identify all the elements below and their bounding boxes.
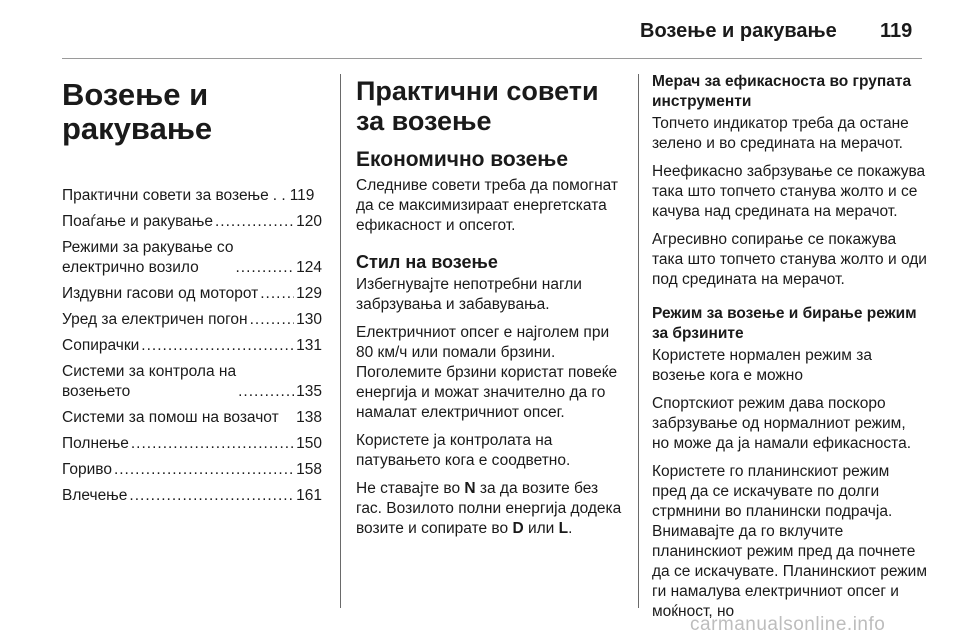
chapter-title: Возење и ракување bbox=[62, 77, 213, 146]
toc-entry-page: 129 bbox=[296, 285, 322, 302]
toc-entry-label: Сопирачки bbox=[62, 337, 140, 354]
toc-leader-dots: . . bbox=[272, 187, 286, 204]
toc-entry[interactable] bbox=[62, 434, 322, 454]
toc-entry-label: Практични совети за возење bbox=[62, 187, 269, 204]
toc-entry-page: 150 bbox=[296, 435, 322, 452]
subsection-heading: Економично возење bbox=[356, 148, 569, 171]
paragraph: Неефикасно забрзување се покажува така што топчето станува жолто и се качува над средината на мерачот. bbox=[652, 163, 926, 220]
paragraph bbox=[356, 479, 626, 539]
toc-entry[interactable] bbox=[62, 460, 322, 480]
toc-entry-label: Полнење bbox=[62, 435, 129, 452]
toc-leader-dots bbox=[215, 212, 294, 232]
paragraph: Агресивно сопирање се покажува така што топчето станува жолто и оди под средината на мерачот. bbox=[652, 231, 927, 288]
toc-leader-dots bbox=[238, 382, 294, 402]
toc-column bbox=[62, 72, 322, 512]
paragraph: Избегнувајте непотребни нагли забрзувања и забавувања. bbox=[356, 276, 582, 313]
paragraph: Спортскиот режим дава поскоро забрзување од нормалниот режим, но може да ја намали ефикасноста. bbox=[652, 395, 911, 452]
toc-leader-dots bbox=[260, 284, 294, 304]
toc-entry[interactable] bbox=[62, 310, 322, 330]
toc-entry[interactable] bbox=[62, 238, 322, 278]
toc-entry[interactable] bbox=[62, 336, 322, 356]
toc-entry-page: 161 bbox=[296, 487, 322, 504]
toc-entry[interactable] bbox=[62, 486, 322, 506]
gear-l-label: L bbox=[558, 520, 569, 537]
text-run: Не ставајте во bbox=[356, 480, 465, 497]
gear-d-label: D bbox=[512, 520, 524, 537]
subsection-heading: Режим за возење и бирање режим за брзините bbox=[652, 305, 917, 342]
toc-entry-page: 138 bbox=[296, 409, 322, 426]
paragraph: Користете го планинскиот режим пред да се искачувате по долги стрмнини во планински подрачја. Внимавајте да го вклучите планинскиот режим пред да почнете да се искачувате. Планинскиот режим ги намалува електричниот опсег и моќност, но bbox=[652, 463, 927, 620]
section-heading: Практични совети за возење bbox=[356, 76, 599, 136]
text-column-2 bbox=[356, 72, 626, 547]
toc-entry-page: 124 bbox=[296, 259, 322, 276]
watermark: carmanualsonline.info bbox=[690, 614, 886, 635]
paragraph: Електричниот опсег е најголем при 80 км/ч или помали брзини. Поголемите брзини користат повеќе енергија и можат значително да го намалат електричниот опсег. bbox=[356, 324, 618, 421]
gear-n-label: N bbox=[464, 480, 476, 497]
toc-leader-dots bbox=[129, 486, 294, 506]
paragraph: Користете нормален режим за возење кога е можно bbox=[652, 347, 872, 384]
text-run: за да возите без гас. Возилото полни енергија додека возите и сопирате во bbox=[356, 480, 622, 537]
toc-entry-page: 158 bbox=[296, 461, 322, 478]
toc-entry-label: Гориво bbox=[62, 461, 112, 478]
toc-entry-page: 130 bbox=[296, 311, 322, 328]
toc-entry-page: 120 bbox=[296, 213, 322, 230]
toc-leader-dots bbox=[131, 434, 294, 454]
toc-entry-label: Издувни гасови од моторот bbox=[62, 285, 259, 302]
toc-entry[interactable] bbox=[62, 212, 322, 232]
paragraph: Топчето индикатор треба да остане зелено и во средината на мерачот. bbox=[652, 115, 909, 152]
table-of-contents bbox=[62, 186, 322, 506]
toc-entry-page: 119 bbox=[289, 187, 315, 204]
column-divider bbox=[638, 74, 639, 608]
subsection-heading: Стил на возење bbox=[356, 252, 498, 272]
toc-entry-label: Системи за помош на возачот bbox=[62, 409, 279, 426]
toc-leader-dots bbox=[114, 460, 294, 480]
toc-entry-label: Режими за ракување со електрично возило bbox=[62, 239, 234, 276]
toc-entry-label: Влечење bbox=[62, 487, 128, 504]
column-divider bbox=[340, 74, 341, 608]
toc-entry-label: Системи за контрола на возењето bbox=[62, 363, 237, 400]
paragraph: Користете ја контролата на патувањето кога е соодветно. bbox=[356, 432, 571, 469]
toc-entry[interactable] bbox=[62, 186, 322, 206]
toc-entry-page: 131 bbox=[296, 337, 322, 354]
paragraph: Следниве совети треба да помогнат да се максимизираат енергетската ефикасност и опсегот. bbox=[356, 177, 619, 234]
text-run: . bbox=[568, 520, 573, 537]
toc-entry[interactable] bbox=[62, 408, 322, 428]
toc-leader-dots bbox=[141, 336, 294, 356]
toc-entry-label: Поаѓање и ракување bbox=[62, 213, 213, 230]
toc-leader-dots bbox=[250, 310, 295, 330]
text-column-3 bbox=[652, 72, 927, 630]
subsection-heading: Мерач за ефикасноста во групата инструменти bbox=[652, 73, 912, 110]
page-number: 119 bbox=[880, 20, 913, 42]
running-header-title: Возење и ракување bbox=[640, 20, 837, 42]
toc-leader-dots bbox=[235, 258, 294, 278]
text-run: или bbox=[523, 520, 559, 537]
header-rule bbox=[62, 58, 922, 59]
toc-entry[interactable] bbox=[62, 284, 322, 304]
toc-entry-label: Уред за електричен погон bbox=[62, 311, 248, 328]
toc-entry[interactable] bbox=[62, 362, 322, 402]
toc-entry-page: 135 bbox=[296, 383, 322, 400]
